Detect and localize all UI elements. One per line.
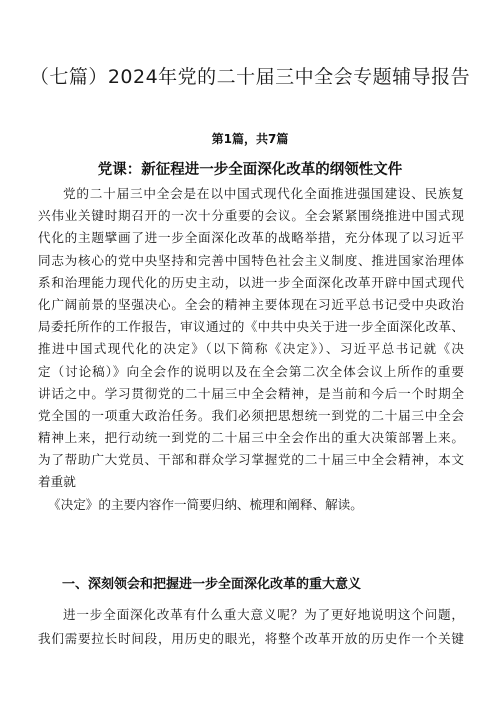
paragraph-1 [38, 183, 464, 516]
paragraph-line: 化广阔前景的坚强决心。全会的精神主要体现在习近平总书记受中央政治 [38, 296, 464, 312]
article-title: 党课：新征程进一步全面深化改革的纲领性文件 [97, 162, 403, 178]
paragraph-line: 着重就 [38, 474, 76, 490]
paragraph-line: 党全国的一项重大政治任务。我们必须把思想统一到党的二十届三中全会 [38, 407, 464, 423]
paragraph-line: 党的二十届三中全会是在以中国式现代化全面推进强国建设、民族复 [63, 186, 464, 201]
part-indicator: 第1篇，共7篇 [211, 132, 289, 146]
paragraph-line: 同志为核心的党中央坚持和完善中国特色社会主义制度、推进国家治理体 [38, 252, 464, 268]
document-title: （七篇）2024年党的二十届三中全会专题辅导报告 [29, 66, 471, 88]
paragraph-line: 讲话之中。学习贯彻党的二十届三中全会精神，是当前和今后一个时期全 [38, 385, 464, 401]
paragraph-line: 进一步全面深化改革有什么重大意义呢？为了更好地说明这个问题， [63, 607, 464, 622]
paragraph-line: 为了帮助广大党员、干部和群众学习掌握党的二十届三中全会精神，本文 [38, 452, 464, 468]
paragraph-line: 代化的主题擘画了进一步全面深化改革的战略举措，充分体现了以习近平 [38, 230, 464, 246]
paragraph-line: 《决定》的主要内容作一简要归纳、梳理和阐释、解读。 [48, 496, 363, 512]
paragraph-line: 定（讨论稿）》向全会作的说明以及在全会第二次全体会议上所作的重要 [38, 363, 464, 379]
paragraph-line: 局委托所作的工作报告，审议通过的《中共中央关于进一步全面深化改革、 [38, 319, 464, 335]
paragraph-2 [38, 603, 464, 651]
paragraph-line: 系和治理能力现代化的历史主动，以进一步全面深化改革开辟中国式现代 [38, 274, 464, 290]
paragraph-line: 我们需要拉长时间段，用历史的眼光，将整个改革开放的历史作一个关键 [38, 631, 464, 646]
paragraph-line: 精神上来，把行动统一到党的二十届三中全会作出的重大决策部署上来。 [38, 430, 464, 446]
paragraph-line: 兴伟业关键时期召开的一次十分重要的会议。全会紧紧围绕推进中国式现 [38, 208, 464, 224]
paragraph-line: 推进中国式现代化的决定》（以下简称《决定》）、习近平总书记就《决 [38, 341, 464, 357]
section-heading: 一、深刻领会和把握进一步全面深化改革的重大意义 [62, 577, 362, 592]
